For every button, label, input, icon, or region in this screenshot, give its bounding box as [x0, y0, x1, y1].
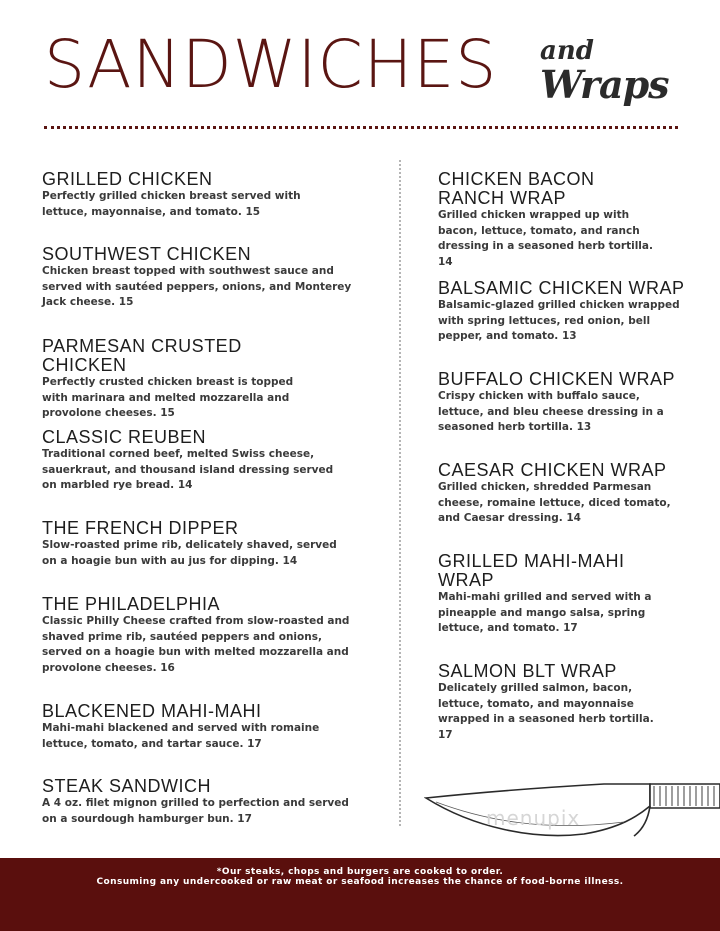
footer-disclaimer: [0, 867, 720, 887]
item-description: Mahi-mahi blackened and served with romaine lettuce, tomato, and tartar sauce. 17: [42, 722, 320, 750]
item-name: CLASSIC REUBEN: [42, 427, 207, 447]
menu-item: [438, 169, 653, 270]
item-description: Perfectly grilled chicken breast served with lettuce, mayonnaise, and tomato. 15: [42, 190, 301, 218]
menu-item: [42, 519, 352, 569]
item-name: CAESAR CHICKEN WRAP: [438, 460, 667, 480]
page-title: SANDWICHES: [44, 26, 498, 103]
item-description: Balsamic-glazed grilled chicken wrapped with spring lettuces, red onion, bell pepper, and tomato. 13: [438, 299, 680, 342]
item-description: A 4 oz. filet mignon grilled to perfection and served on a sourdough hamburger bun. 17: [42, 797, 349, 825]
footer-line-2: Consuming any undercooked or raw meat or seafood increases the chance of food-borne illness.: [96, 877, 624, 887]
item-name: STEAK SANDWICH: [42, 776, 212, 796]
item-name: GRILLED CHICKEN: [42, 169, 213, 189]
item-name: SOUTHWEST CHICKEN: [42, 244, 252, 264]
menu-item: [42, 777, 360, 827]
item-description: Grilled chicken wrapped up with bacon, lettuce, tomato, and ranch dressing in a seasoned herb tortilla. 14: [438, 209, 653, 268]
menu-item: [42, 245, 360, 311]
item-description: Perfectly crusted chicken breast is topped with marinara and melted mozzarella and provolone cheeses. 15: [42, 376, 294, 419]
item-description: Mahi-mahi grilled and served with a pineapple and mango salsa, spring lettuce, and tomato. 17: [438, 591, 652, 634]
item-description: Delicately grilled salmon, bacon, lettuce, tomato, and mayonnaise wrapped in a seasoned herb tortilla. 17: [438, 682, 654, 741]
menu-item: [438, 461, 688, 527]
item-name: GRILLED MAHI-MAHI WRAP: [438, 551, 625, 590]
item-name: BALSAMIC CHICKEN WRAP: [438, 278, 685, 298]
menu-item: [438, 662, 678, 743]
menu-item: [42, 595, 354, 676]
menu-item: [42, 428, 342, 494]
menu-item: [438, 551, 652, 637]
menu-item: [438, 279, 688, 345]
item-description: Classic Philly Cheese crafted from slow-roasted and shaved prime rib, sautéed peppers and onions, served on a hoagie bun with melted mozzarella and provolone cheeses. 16: [42, 615, 350, 674]
item-name: BUFFALO CHICKEN WRAP: [438, 369, 676, 389]
title-wraps: Wraps: [540, 62, 669, 107]
item-description: Traditional corned beef, melted Swiss cheese, sauerkraut, and thousand island dressing served on marbled rye bread. 14: [42, 448, 334, 491]
menu-item: [438, 370, 684, 436]
item-name: PARMESAN CRUSTED CHICKEN: [42, 336, 242, 375]
item-name: BLACKENED MAHI-MAHI: [42, 701, 262, 721]
item-name: SALMON BLT WRAP: [438, 661, 617, 681]
menu-item: [42, 170, 342, 220]
item-description: Grilled chicken, shredded Parmesan cheese, romaine lettuce, diced tomato, and Caesar dressing. 14: [438, 481, 671, 524]
item-name: THE PHILADELPHIA: [42, 594, 221, 614]
item-name: THE FRENCH DIPPER: [42, 518, 239, 538]
item-description: Chicken breast topped with southwest sauce and served with sautéed peppers, onions, and Monterey Jack cheese. 15: [42, 265, 352, 308]
column-divider: [399, 160, 401, 826]
menu-item: [42, 702, 354, 752]
watermark: menupix: [486, 806, 581, 830]
item-description: Slow-roasted prime rib, delicately shaved, served on a hoagie bun with au jus for dipping. 14: [42, 539, 337, 567]
footer-line-1: *Our steaks, chops and burgers are cooked to order.: [216, 867, 504, 877]
title-and: and: [540, 36, 594, 66]
item-name: CHICKEN BACON RANCH WRAP: [438, 169, 595, 208]
menu-item: [42, 337, 322, 422]
header-dotted-divider: [44, 126, 678, 129]
item-description: Crispy chicken with buffalo sauce, lettuce, and bleu cheese dressing in a seasoned herb tortilla. 13: [438, 390, 664, 433]
